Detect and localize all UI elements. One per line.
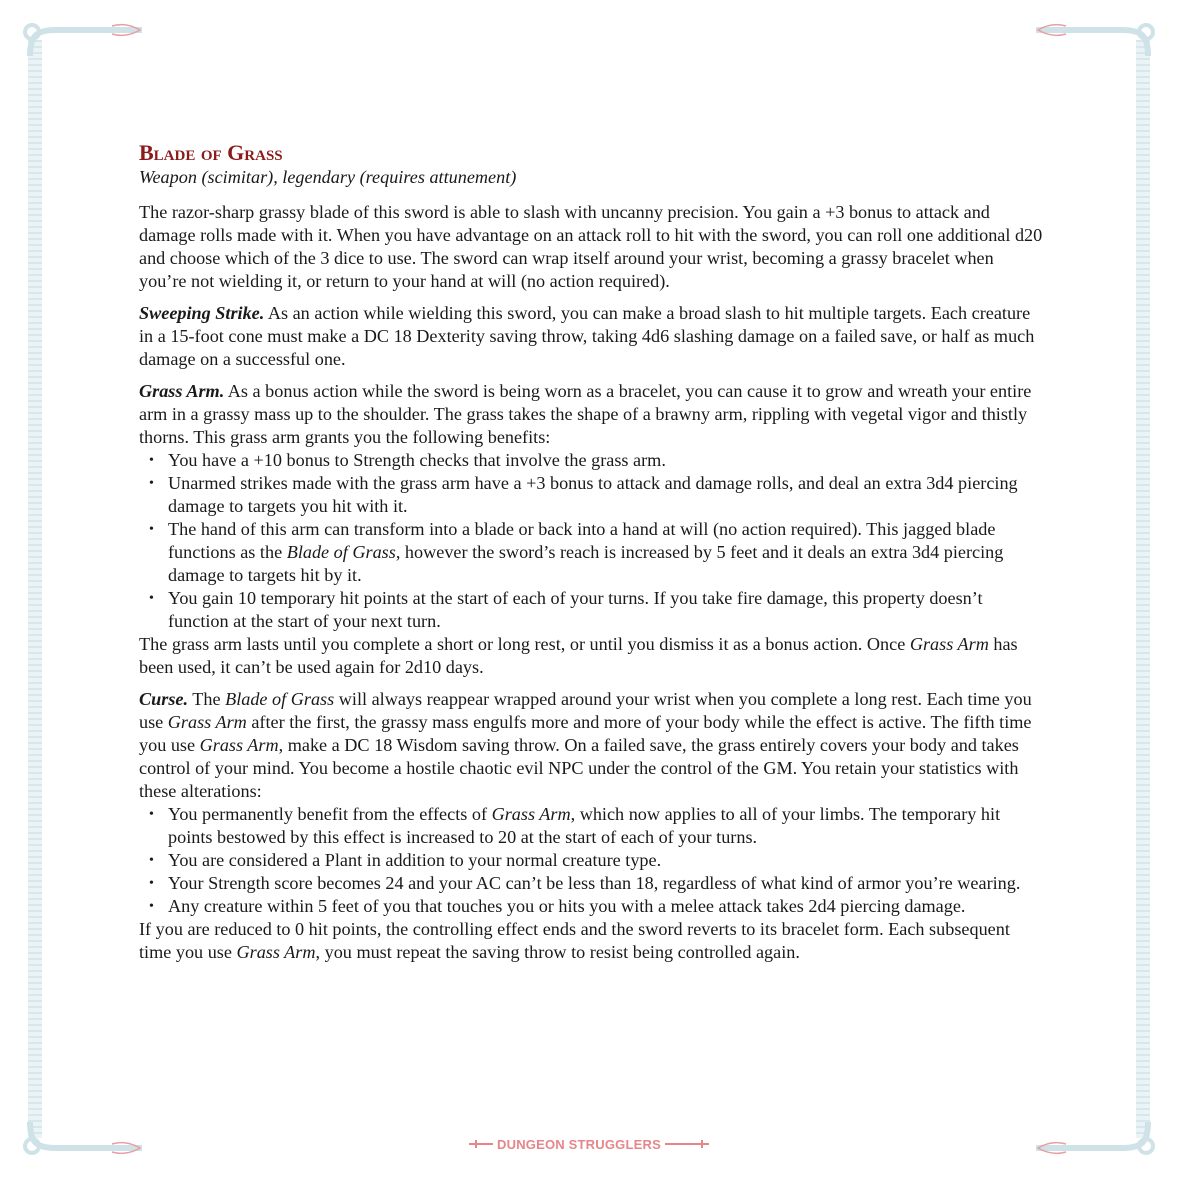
list-item: • You are considered a Plant in addition to your normal creature type. — [168, 849, 1044, 872]
curse-text: will always reappear wrapped around your wrist when you complete a long rest. Each time you use — [139, 689, 1032, 732]
sweeping-strike-lead: Sweeping Strike. — [139, 303, 265, 323]
curse-emphasis: Grass Arm — [167, 712, 247, 732]
list-item: • Unarmed strikes made with the grass arm have a +3 bonus to attack and damage rolls, and deal an extra 3d4 piercing damage to targets you hit with it. — [168, 472, 1044, 518]
curse-text: The — [188, 689, 226, 709]
list-item-text: , however the sword’s reach is increased by 5 feet and it deals an extra 3d4 piercing damage to targets hit by it. — [168, 542, 1004, 585]
curse-ending — [139, 918, 1044, 964]
curse-alterations-list — [139, 803, 1044, 918]
list-item: • You have a +10 bonus to Strength checks that involve the grass arm. — [168, 449, 1044, 472]
curse-emphasis: Blade of Grass — [225, 689, 335, 709]
item-intro: The razor-sharp grassy blade of this sword is able to slash with uncanny precision. You gain a +3 bonus to attack and damage rolls made with it. When you have advantage on an attack roll to hit with the sword, you can roll one additional d20 and choose which of the 3 dice to use. The sword can wrap itself around your wrist, becoming a grassy bracelet when you’re not wielding it, or return to your hand at will (no action required). — [139, 202, 1043, 291]
item-entry — [139, 140, 1044, 973]
duration-text: The grass arm lasts until you complete a short or long rest, or until you dismiss it as a bonus action. Once — [139, 634, 910, 654]
ending-text: If you are reduced to 0 hit points, the controlling effect ends and the sword reverts to its bracelet form. Each subsequent time you use — [139, 919, 1010, 962]
grass-arm-lead: Grass Arm. — [139, 381, 225, 401]
duration-emphasis: Grass Arm — [909, 634, 989, 654]
page-footer — [0, 1133, 1178, 1152]
footer-brand — [469, 1137, 709, 1152]
list-item-text: You permanently benefit from the effects of — [168, 804, 492, 824]
list-item — [168, 518, 1044, 587]
curse-paragraph — [139, 688, 1044, 803]
ending-emphasis: Grass Arm — [236, 942, 316, 962]
duration-text: has been used, it can’t be used again for 2d10 days. — [139, 634, 1018, 677]
list-item: • Any creature within 5 feet of you that touches you or hits you with a melee attack takes 2d4 piercing damage. — [168, 895, 1044, 918]
grass-arm-benefits-list — [139, 449, 1044, 633]
list-item: • Your Strength score becomes 24 and your AC can’t be less than 18, regardless of what kind of armor you’re wearing. — [168, 872, 1044, 895]
sword-right-icon — [665, 1140, 709, 1148]
grass-arm-text: As a bonus action while the sword is being worn as a bracelet, you can cause it to grow and wreath your entire arm in a grassy mass up to the shoulder. The grass takes the shape of a brawny arm, rippling with vegetal vigor and thistly thorns. This grass arm grants you the following benefits: — [139, 381, 1032, 447]
sword-left-icon — [469, 1140, 493, 1148]
item-subtitle: Weapon (scimitar), legendary (requires attunement) — [139, 167, 517, 187]
corner-ornament-icon — [22, 22, 152, 62]
list-item — [168, 803, 1044, 849]
list-item-text: The hand of this arm can transform into a blade or back into a hand at will (no action required). This jagged blade functions as the — [168, 519, 996, 562]
item-title: Blade of Grass — [139, 140, 283, 165]
curse-text: , make a DC 18 Wisdom saving throw. On a failed save, the grass entirely covers your body and takes control of your mind. You become a hostile chaotic evil NPC under the control of the GM. You retain your statistics with these alterations: — [139, 735, 1019, 801]
border-right — [1136, 40, 1150, 1138]
curse-emphasis: Grass Arm — [199, 735, 279, 755]
border-left — [28, 40, 42, 1138]
list-item-text: , which now applies to all of your limbs. The temporary hit points bestowed by this effect is increased to 20 at the start of each of your turns. — [168, 804, 1001, 847]
grass-arm-paragraph — [139, 380, 1044, 449]
sweeping-strike-paragraph — [139, 302, 1044, 371]
ending-text: , you must repeat the saving throw to resist being controlled again. — [315, 942, 800, 962]
sweeping-strike-text: As an action while wielding this sword, you can make a broad slash to hit multiple targets. Each creature in a 15-foot cone must make a DC 18 Dexterity saving throw, taking 4d6 slashing damage on a failed save, or half as much damage on a successful one. — [139, 303, 1035, 369]
curse-lead: Curse. — [139, 689, 189, 709]
list-item: • You gain 10 temporary hit points at the start of each of your turns. If you take fire damage, this property doesn’t function at the start of your next turn. — [168, 587, 1044, 633]
footer-brand-text: DUNGEON STRUGGLERS — [497, 1136, 661, 1152]
corner-ornament-icon — [1026, 22, 1156, 62]
grass-arm-duration — [139, 633, 1044, 679]
curse-text: after the first, the grassy mass engulfs more and more of your body while the effect is active. The fifth time you use — [139, 712, 1032, 755]
list-item-emphasis: Blade of Grass — [286, 542, 396, 562]
list-item-emphasis: Grass Arm — [491, 804, 571, 824]
